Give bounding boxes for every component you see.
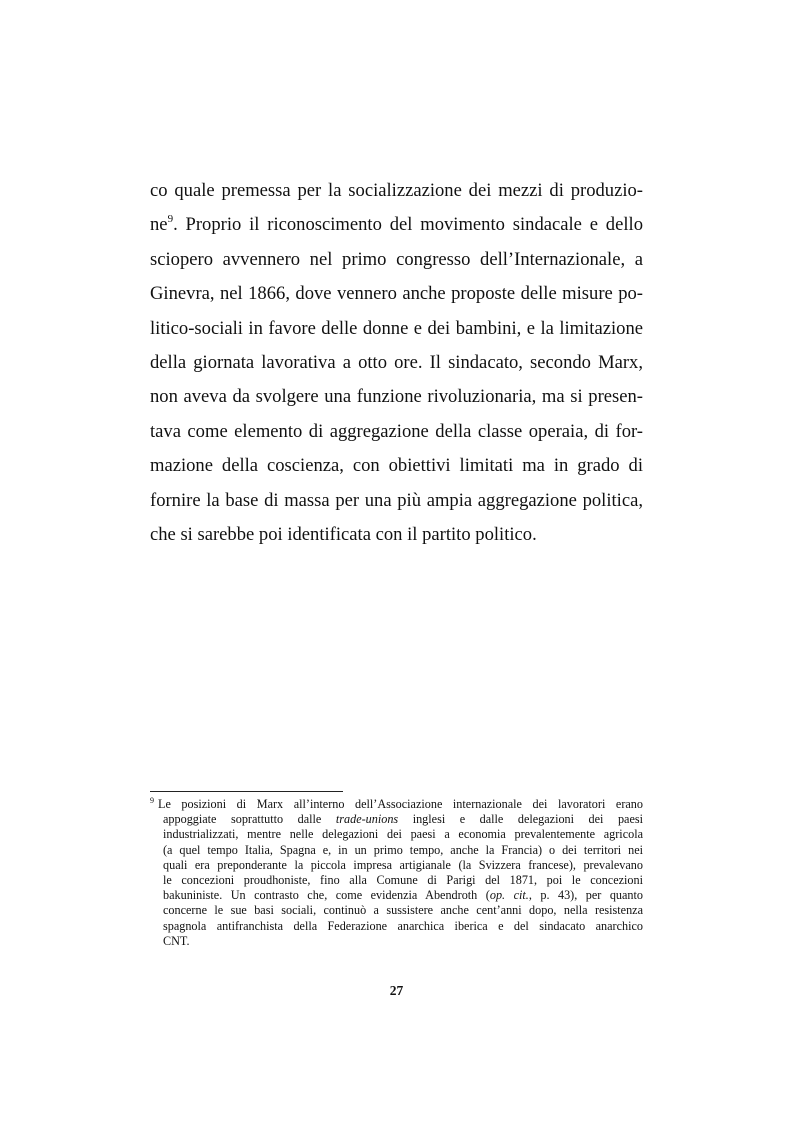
body-line-start: ne	[150, 214, 168, 236]
footnote-line	[150, 797, 643, 812]
body-line: non aveva da svolgere una funzione rivoluzionaria, ma si presen-	[150, 386, 643, 408]
body-line: della giornata lavorativa a otto ore. Il sindacato, secondo Marx,	[150, 351, 643, 373]
footnote-line: quali era preponderante la piccola impresa artigianale (la Svizzera francese), prevalevano	[163, 857, 643, 872]
footnote-italic-term: trade-unions	[335, 812, 399, 827]
body-line: fornire la base di massa per una più ampia aggregazione politica,	[150, 489, 643, 511]
footnote	[150, 797, 643, 949]
footnote-italic-citation: op. cit.	[489, 888, 529, 903]
body-line: sciopero avvennero nel primo congresso dell’Internazionale, a	[150, 248, 643, 270]
footnote-text: Le posizioni di Marx all’interno dell’Associazione internazionale dei lavoratori erano	[158, 797, 643, 811]
footnote-line: industrializzati, mentre nelle delegazioni dei paesi a economia prevalentemente agricola	[163, 827, 643, 842]
body-line: che si sarebbe poi identificata con il partito politico.	[150, 523, 537, 545]
body-line: mazione della coscienza, con obiettivi limitati ma in grado di	[150, 455, 643, 477]
footnote-line: (a quel tempo Italia, Spagna e, in un primo tempo, anche la Francia) o dei territori nei	[163, 842, 643, 857]
body-line: co quale premessa per la socializzazione dei mezzi di produzio-	[150, 180, 643, 201]
footnote-line: CNT.	[163, 933, 190, 948]
footnote-text: appoggiate soprattutto dalle	[163, 812, 322, 827]
footnote-text: inglesi e dalle delegazioni dei paesi	[412, 812, 644, 827]
body-line	[150, 208, 643, 242]
body-line: tava come elemento di aggregazione della classe operaia, di for-	[150, 420, 643, 442]
footnote-line	[150, 812, 643, 827]
footnote-separator	[150, 791, 343, 792]
footnote-reference[interactable]: 9	[167, 213, 174, 226]
page-number: 27	[389, 983, 404, 998]
footnote-number: 9	[150, 796, 154, 805]
body-line: litico-sociali in favore delle donne e dei bambini, e la limitazione	[150, 317, 643, 339]
footnote-line: le concezioni proudhoniste, fino alla Comune di Parigi del 1871, poi le concezioni	[163, 872, 643, 887]
body-line: Ginevra, nel 1866, dove vennero anche proposte delle misure po-	[150, 283, 643, 305]
footnote-text: , p. 43), per quanto	[528, 888, 644, 903]
footnote-line	[150, 888, 643, 903]
main-text-block	[150, 174, 643, 552]
footnote-line: concerne le sue basi sociali, continuò a sussistere anche cent’anni dopo, nella resistenza	[163, 903, 643, 918]
footnote-text: bakuniniste. Un contrasto che, come evidenzia Abendroth (	[163, 888, 490, 903]
body-line-rest: . Proprio il riconoscimento del movimento sindacale e dello	[173, 214, 643, 236]
footnote-line: spagnola antifranchista della Federazione anarchica iberica e del sindacato anarchico	[163, 918, 643, 933]
